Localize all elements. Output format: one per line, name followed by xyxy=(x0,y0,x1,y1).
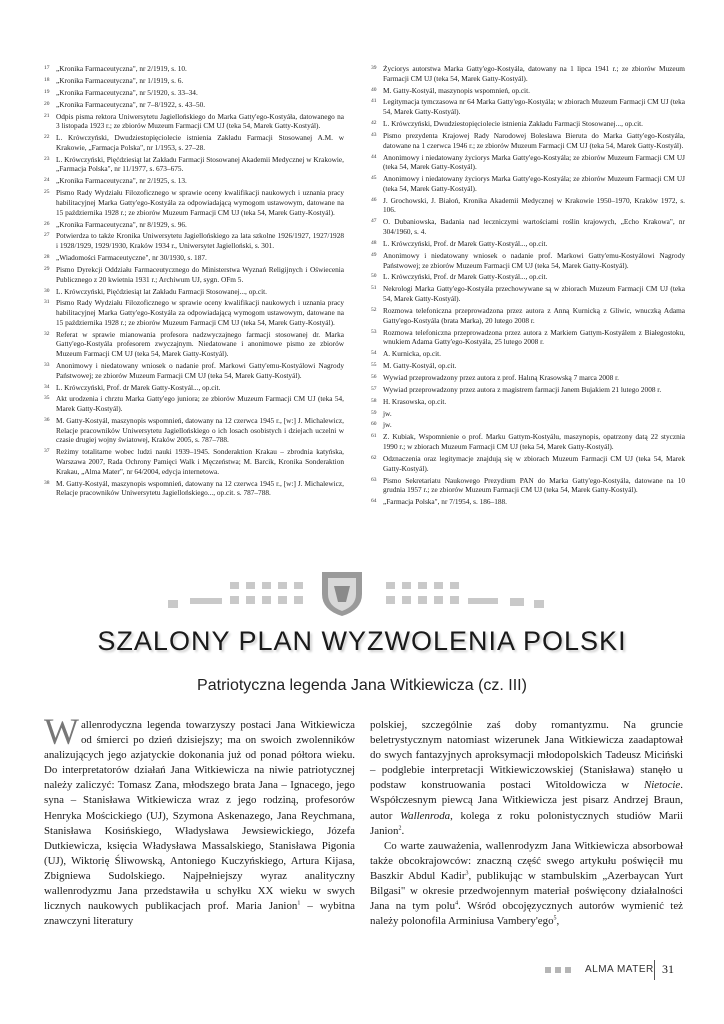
footnote-text: Pismo Rady Wydziału Filozoficznego w sprawie oceny kwalifikacji naukowych i uznania pracy habilitacyjnej Marka Gatty'ego-Kostyála za odpowiadającą wymogom ustawowym, datowane na 15 października 1928 r.; ze zbiorów Muzeum Farmacji CM UJ (teka 54, Marek Gatty-Kostyál). xyxy=(56,298,344,327)
footnote-text: „Kronika Farmaceutyczna", nr 8/1929, s. 96. xyxy=(56,219,187,229)
decorative-ornament-banner xyxy=(150,568,574,618)
footnote-number: 19 xyxy=(44,88,50,95)
footnote-text: „Wiadomości Farmaceutyczne", nr 30/1930, s. 187. xyxy=(56,253,207,263)
footnote xyxy=(371,64,685,83)
footnote-number: 38 xyxy=(44,479,50,486)
body-text: – wybitna znawczyni literatury xyxy=(44,900,355,928)
article-title: SZALONY PLAN WYZWOLENIA POLSKI xyxy=(97,626,627,656)
footnote-text: L. Krówczyński, Prof. dr Marek Gatty-Kostyál..., op.cit. xyxy=(383,238,548,248)
body-text: . xyxy=(401,824,405,837)
footer-divider xyxy=(654,960,655,980)
footnote xyxy=(44,287,344,297)
magazine-name: ALMA MATER xyxy=(585,964,654,975)
footnote-number: 55 xyxy=(371,361,377,368)
footnote-ref: 4 xyxy=(455,900,459,907)
footnote-text: Legitymacja tymczasowa nr 64 Marka Gatty'ego-Kostyála; w zbiorach Muzeum Farmacji CM UJ (teka 54, Marek Gatty-Kostyál). xyxy=(383,97,685,117)
footnote-text: Referat w sprawie mianowania profesora nadzwyczajnego farmacji stosowanej dr. Marka Gatty'ego-Kostyála profesorem zwyczajnym. Niedatowane i anonimowe pismo ze zbiorów Muzeum Farmacji CM UJ (teka 54, Marek Gatty-Kostyál). xyxy=(56,329,344,359)
body-column-left xyxy=(44,712,355,929)
footnote xyxy=(44,88,344,98)
footnote-number: 53 xyxy=(371,328,377,335)
footnote xyxy=(371,153,685,172)
footnote-text: Rozmowa telefoniczna przeprowadzona przez autora z Markiem Gattym-Kostyálem z Białegostoku, wnukiem Adama Gatty'ego-Kostyála, 25 lutego 2008 r. xyxy=(383,327,685,347)
footnote-text: Pismo Sekretariatu Naukowego Prezydium PAN do Marka Gatty'ego-Kostyála, datowane na 10 grudnia 1957 r.; ze zbiorów Muzeum Farmacji CM UJ (teka 54, Marek Gatty-Kostyál). xyxy=(383,475,685,495)
footnote xyxy=(44,394,344,413)
footnote xyxy=(371,131,685,150)
footnote xyxy=(371,373,685,383)
footnote-number: 28 xyxy=(44,254,50,261)
footnote xyxy=(44,188,344,217)
footnote xyxy=(44,76,344,86)
footnote-number: 45 xyxy=(371,175,377,182)
paragraph xyxy=(370,718,683,839)
footer-square-icon xyxy=(555,967,561,973)
footnote xyxy=(371,196,685,215)
footnote xyxy=(44,133,344,152)
footnote-text: L. Krówczyński, Dwudziestopięciolecie istnienia Zakładu Farmacji Stosowanej..., op.cit. xyxy=(383,119,643,129)
footnote-text: Nekrologi Marka Gatty'ego-Kostyála przechowywane są w zbiorach Muzeum Farmacji CM UJ (teka 54, Marek Gatty-Kostyál). xyxy=(383,284,685,304)
footer-square-icon xyxy=(545,967,551,973)
footnote xyxy=(371,385,685,395)
footnote-text: Reżimy totalitarne wobec ludzi nauki 1939–1945. Sonderaktion Krakau – zbrodnia katyńska, Warszawa 2007, Rada Ochrony Pamięci Walk i Męczeństwa; M. Barcik, Kronika Sonderaktion Krakau, „Alma Mater", nr 64/2004, edycja internetowa. xyxy=(56,447,344,476)
footnote xyxy=(371,86,685,96)
body-column-right xyxy=(370,718,683,929)
footnote xyxy=(371,174,685,193)
footnote xyxy=(44,220,344,230)
footnote-text: Rozmowa telefoniczna przeprowadzona przez autora z Anną Kurnicką z Gliwic, wnuczką Adama Gatty'ego-Kostyála (brata Marka), 20 lutego 2008 r. xyxy=(383,305,685,325)
footnote-number: 23 xyxy=(44,155,50,162)
footnote xyxy=(371,239,685,249)
footnote xyxy=(44,416,344,445)
footnote-text: Z. Kubiak, Wspomnienie o prof. Marku Gattym-Kostyálu, maszynopis, opatrzony datą 22 stycznia 1990 r.; w zbiorach Muzeum Farmacji CM UJ (teka 54, Marek Gatty-Kostyál). xyxy=(383,432,685,452)
footnote xyxy=(371,217,685,236)
footnote-text: „Kronika Farmaceutyczna", nr 7–8/1922, s. 43–50. xyxy=(56,99,206,109)
footnote-number: 30 xyxy=(44,287,50,294)
footnote-number: 60 xyxy=(371,421,377,428)
footnote-text: Akt urodzenia i chrztu Marka Gatty'ego juniora; ze zbiorów Muzeum Farmacji CM UJ (teka 54, Marek Gatty-Kostyál). xyxy=(56,394,344,414)
footnote-ref: 2 xyxy=(398,825,402,832)
footnote-text: L. Krówczyński, Pięćdziesiąt lat Zakładu Farmacji Stosowanej Akademii Medycznej w Krakowie, „Farmacja Polska", nr 11/1977, s. 673–675. xyxy=(56,154,344,174)
footnote xyxy=(371,251,685,270)
footnote-text: M. Gatty-Kostyál, op.cit. xyxy=(383,360,457,370)
footnote xyxy=(371,328,685,347)
footnote xyxy=(371,397,685,407)
footnote-text: Anonimowy i niedatowany wniosek o nadanie prof. Markowi Gatty'emu-Kostyálowi Nagrody Państwowej; ze zbiorów Muzeum Farmacji CM UJ (teka 54, Marek Gatty-Kostyál). xyxy=(383,250,685,270)
body-text: , xyxy=(556,915,560,928)
footnote xyxy=(371,432,685,451)
footnote-number: 26 xyxy=(44,220,50,227)
footnote-number: 54 xyxy=(371,350,377,357)
footnote-text: Wywiad przeprowadzony przez autora z prof. Halıną Krasowską 7 marca 2008 r. xyxy=(383,372,620,382)
footnote-text: J. Grochowski, J. Białoń, Kronika Akademii Medycznej w Krakowie 1950–1970, Kraków 1972, s. 106. xyxy=(383,195,685,215)
footnote-number: 62 xyxy=(371,454,377,461)
footnote xyxy=(44,64,344,74)
footnote-number: 51 xyxy=(371,285,377,292)
footnote-text: O. Dubaniowska, Badania nad leczniczymi wartościami roślin krajowych, „Echo Krakowa", nr 304/1960, s. 4. xyxy=(383,217,685,237)
footnote-text: A. Kurnicka, op.cit. xyxy=(383,349,441,359)
footnote-text: Pismo Dyrekcji Oddziału Farmaceutycznego do Ministerstwa Wyznań Religijnych i Oświecenia Publicznego z 20 kwietnia 1931 r.; Archiwum UJ, sygn. OFm 5. xyxy=(56,264,344,284)
footnote-number: 34 xyxy=(44,383,50,390)
footnote xyxy=(371,476,685,495)
footnote xyxy=(44,383,344,393)
body-text: allenrodyczna legenda towarzyszy postaci Jana Witkiewicza od śmierci po dzień dzisiejszy; ma on swoich zwolenników analizujących jego azjatyckie dokonania już od ponad półtora wieku. Do interpretatorów działań Jana Witkiewicza na niwie patriotycznej należy zaliczyć: Tomasz Zana, młodszego brata Jana – Ignacego, jego syna – Stanisława Witkiewicza wraz z jego rodziną, profesorów Henryka Mościckiego (UJ), Szymona Askenazego, Jana Reychmana, Stanisława Kosińskiego, Władysława Jewsiewickiego, Józefa Dutkiewicza, księcia Władysława Massalskiego, Stanisława Pigonia (UJ), Wiktorię Śliwowską, Antoniego Kuczyńskiego, Artura Kijasa, Zbigniewa Sudolskiego. Najpełniejszy wyraz analityczny wallenrodyzmu Jana przedstawiła u schyłku XX wieku w swych licznych naukowych publikacjach prof. Maria Janion xyxy=(44,719,355,913)
footnote xyxy=(44,265,344,284)
footnote-text: „Kronika Farmaceutyczna", nr 2/1925, s. 13. xyxy=(56,176,187,186)
footnote-text: L. Krówczyński, Pięćdziesiąt lat Zakładu Farmacji Stosowanej..., op.cit. xyxy=(56,286,267,296)
body-text: polskiej, szczególnie zaś doby romantyzmu. Na gruncie beletrystycznym natomiast wizerunek Jana Witkiewicza zaadaptował do swych fantazyjnych aproksymacji młodopolskich Tadeusz Miciński – podglebie interpretacji Witkiewiczowskiej (Stanisława) stanęło u podstaw konstruowania postaci Witoldowicza w xyxy=(370,719,683,792)
footnote-text: M. Gatty-Kostyál, maszynopis wspomnień, datowany na 12 czerwca 1945 r., [w:] J. Michalewicz, Relacje pracowników Uniwersytetu Jagiellońskiego..., op.cit. s. 787–788. xyxy=(56,478,344,498)
footnote-ref: 1 xyxy=(297,900,301,907)
article-subtitle: Patriotyczna legenda Jana Witkiewicza (cz. III) xyxy=(197,677,527,694)
footnote xyxy=(44,361,344,380)
footnote xyxy=(371,97,685,116)
footnote-text: Anonimowy i niedatowany wniosek o nadanie prof. Markowi Gatty'emu-Kostyálowi Nagrody Państwowej; ze zbiorów Muzeum Farmacji CM UJ (teka 54, Marek Gatty-Kostyál). xyxy=(56,360,344,380)
footnote xyxy=(371,272,685,282)
footnote-text: M. Gatty-Kostyál, maszynopis wspomnień, datowany na 12 czerwca 1945 r., [w:] J. Michalewicz, Relacje pracowników Uniwersytetu Jagiellońskiego o ich losach osobistych i dziejach uczelni w czasie drugiej wojny światowej, Kraków 2005, s. 787–788. xyxy=(56,416,344,445)
footnote-number: 21 xyxy=(44,112,50,119)
footnote xyxy=(44,330,344,359)
footnote-number: 25 xyxy=(44,189,50,196)
footnote-number: 40 xyxy=(371,86,377,93)
footnote-number: 52 xyxy=(371,306,377,313)
footnote-number: 50 xyxy=(371,273,377,280)
footnote-text: jw. xyxy=(383,420,392,430)
footnote-text: „Kronika Farmaceutyczna", nr 5/1920, s. 33–34. xyxy=(56,87,198,97)
footnote-number: 44 xyxy=(371,153,377,160)
footnote-text: Odpis pisma rektora Uniwersytetu Jagiellońskiego do Marka Gatty'ego-Kostyáła, datowanego na 3 listopada 1923 r.; ze zbiorów Muzeum Farmacji CM UJ (teka 54, Marek Gatty-Kostyál). xyxy=(56,111,344,131)
footnote-text: „Kronika Farmaceutyczna", nr 1/1919, s. 6. xyxy=(56,75,184,85)
footnote-number: 61 xyxy=(371,433,377,440)
footnote-number: 42 xyxy=(371,120,377,127)
footnote xyxy=(371,284,685,303)
footnote-text: „Kronika Farmaceutyczna", nr 2/1919, s. 10. xyxy=(56,64,187,73)
footnote xyxy=(371,497,685,507)
footnote-number: 32 xyxy=(44,330,50,337)
footnote-number: 27 xyxy=(44,232,50,239)
italic-title: Nietocie xyxy=(643,779,681,792)
footnote xyxy=(44,176,344,186)
footnote-number: 18 xyxy=(44,76,50,83)
footnote-number: 37 xyxy=(44,448,50,455)
footnote xyxy=(44,253,344,263)
footnote-text: Życiorys autorstwa Marka Gatty'ego-Kostyála, datowany na 1 lipca 1941 r.; ze zbiorów Muzeum Farmacji CM UJ (teka 54, Marek Gatty-Kostyál). xyxy=(383,64,685,83)
footnote-number: 59 xyxy=(371,409,377,416)
body-text: . Wśród obcojęzycznych autorów wymienić też należy polonofila Arminiusa Vambery'ego xyxy=(370,900,683,928)
footnote-text: Anonimowy i niedatowany życiorys Marka Gatty'ego-Kostyála; ze zbiorów Muzeum Farmacji CM UJ (teka 54, Marek Gatty-Kostyál). xyxy=(383,152,685,172)
footnote xyxy=(371,119,685,129)
footnote-text: Pismo Rady Wydziału Filozoficznego w sprawie oceny kwalifikacji naukowych i uznania pracy habilitacyjnej Marka Gatty'ego-Kostyála za odpowiadającą wymogom ustawowym, datowane na 15 października 1928 r.; ze zbiorów Muzeum Farmacji CM UJ (teka 54, Marek Gatty-Kostyál). xyxy=(56,188,344,217)
footnote-text: Odznaczenia oraz legitymacje znajdują się w zbiorach Muzeum Farmacji CM UJ (teka 54, Marek Gatty-Kostyál). xyxy=(383,453,685,473)
footnote-number: 43 xyxy=(371,131,377,138)
footnote-number: 46 xyxy=(371,196,377,203)
footnote-text: Pismo prezydenta Krajowej Rady Narodowej Bolesława Bieruta do Marka Gatty'ego-Kostyála, datowane na 1 czerwca 1946 r.; ze zbiorów Muzeum Farmacji CM UJ (teka 54, Marek Gatty-Kostyál). xyxy=(383,130,685,150)
footnotes-right-column xyxy=(371,64,685,509)
footnote xyxy=(44,155,344,174)
footnotes-left-column xyxy=(44,64,344,500)
footnote-number: 35 xyxy=(44,395,50,402)
footnote-text: Wywiad przeprowadzony przez autora z magistrem farmacji Janem Bujakiem 21 lutego 2008 r. xyxy=(383,384,662,394)
footnote xyxy=(44,479,344,498)
footnote-text: L. Krówczyński, Prof. dr Marek Gatty-Kostyál..., op.cit. xyxy=(383,272,548,282)
footnote xyxy=(371,306,685,325)
italic-title: Wallenroda xyxy=(400,809,451,822)
footnote xyxy=(371,409,685,419)
body-text: Co warte zauważenia, wallenrodyzm Jana Witkiewicza absorbował także obcokrajowców: znaczną część swego artykułu poświęcił mu Baszkir Abdul Kadir xyxy=(370,839,683,882)
footnote xyxy=(371,349,685,359)
footnote-number: 41 xyxy=(371,98,377,105)
footnote xyxy=(44,100,344,110)
drop-cap: W xyxy=(44,712,79,753)
footnote-number: 49 xyxy=(371,251,377,258)
footnote-number: 63 xyxy=(371,476,377,483)
footnote-ref: 3 xyxy=(465,870,469,877)
footnote-number: 48 xyxy=(371,239,377,246)
footnote-text: H. Krasowska, op.cit. xyxy=(383,396,447,406)
footnote-number: 58 xyxy=(371,397,377,404)
footnote xyxy=(44,231,344,250)
body-text: . Współczesnym piewcą Jana Witkiewicza jest pisarz Andrzej Braun, autor xyxy=(370,779,683,822)
footnote-number: 64 xyxy=(371,498,377,505)
footnote xyxy=(371,361,685,371)
footnote xyxy=(371,420,685,430)
footnote xyxy=(44,298,344,327)
body-text: , kolega z roku polonistycznych studiów Marii Janion xyxy=(370,809,683,837)
footnote-text: jw. xyxy=(383,408,392,418)
footnote-text: Anonimowy i niedatowany życiorys Marka Gatty'ego-Kostyála; ze zbiorów Muzeum Farmacji CM UJ (teka 54, Marek Gatty-Kostyál). xyxy=(383,174,685,193)
footnote-ref: 5 xyxy=(553,915,557,922)
paragraph xyxy=(370,839,683,930)
footnote-number: 57 xyxy=(371,385,377,392)
footnote xyxy=(371,454,685,473)
footnote-number: 24 xyxy=(44,177,50,184)
footnote xyxy=(44,447,344,476)
page-number: 31 xyxy=(662,962,674,976)
body-text: , publikując w stambulskim „Azerbaycan Yurt Bilgasi" w okresie przedwojennym materiał poświęcony działalności Jana na tym polu xyxy=(370,869,683,913)
footnote-number: 31 xyxy=(44,299,50,306)
footnote-number: 20 xyxy=(44,100,50,107)
footnote-text: Potwierdza to także Kronika Uniwersytetu Jagiellońskiego za lata szkolne 1926/1927, 1927/1928 i 1928/1929, 1929/1930, Kraków 1934 r., Uniwersytet Jagielloński, s. 301. xyxy=(56,231,344,251)
footnote-number: 22 xyxy=(44,134,50,141)
footnote-number: 39 xyxy=(371,65,377,71)
footer-square-icon xyxy=(565,967,571,973)
footnote-text: „Farmacja Polska", nr 7/1954, s. 186–188. xyxy=(383,497,507,507)
footnote-number: 47 xyxy=(371,218,377,225)
footnote-number: 56 xyxy=(371,373,377,380)
footnote-number: 36 xyxy=(44,417,50,424)
page-footer xyxy=(545,962,685,980)
footnote-text: L. Krówczyński, Prof. dr Marek Gatty-Kostyál..., op.cit. xyxy=(56,382,221,392)
footnote-number: 29 xyxy=(44,265,50,272)
footnote-number: 17 xyxy=(44,65,50,71)
footnote-text: M. Gatty-Kostyál, maszynopis wspomnień, op.cit. xyxy=(383,85,530,95)
footnote-text: L. Krówczyński, Dwudziestopięciolecie istnienia Zakładu Farmacji Stosowanej A.M. w Krakowie, „Farmacja Polska", nr 1/1953, s. 27–28. xyxy=(56,133,344,152)
footnote xyxy=(44,112,344,131)
footnote-number: 33 xyxy=(44,361,50,368)
